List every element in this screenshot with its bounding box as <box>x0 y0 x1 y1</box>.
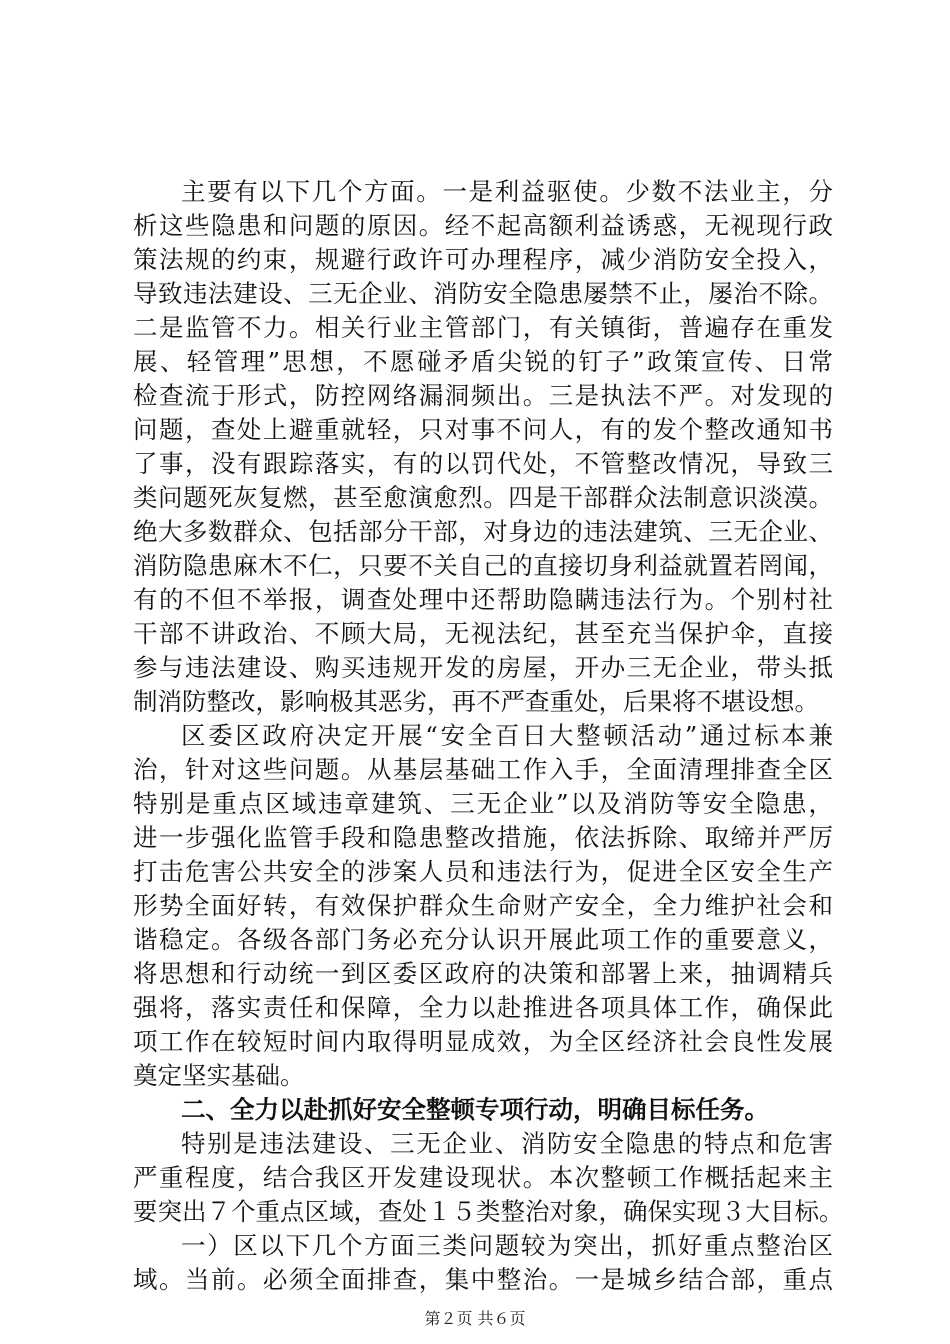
body-line: 特别是违法建设、三无企业、消防安全隐患的特点和危害 <box>181 1129 833 1158</box>
body-line: 二是监管不力。相关行业主管部门，有关镇街，普遍存在重发 <box>133 313 833 342</box>
body-line: 奠定坚实基础。 <box>133 1061 305 1090</box>
body-line: 要突出７个重点区域，查处１５类整治对象，确保实现３大目标。 <box>133 1197 844 1226</box>
body-line: 策法规的约束，规避行政许可办理程序，减少消防安全投入， <box>133 245 833 274</box>
body-line: 检查流于形式，防控网络漏洞频出。三是执法不严。对发现的 <box>133 381 833 410</box>
body-line: 问题，查处上避重就轻，只对事不问人，有的发个整改通知书 <box>133 415 833 444</box>
body-line: 形势全面好转，有效保护群众生命财产安全，全力维护社会和 <box>133 891 833 920</box>
page-number-footer: 第２页 共６页 <box>424 1309 526 1328</box>
body-line: 进一步强化监管手段和隐患整改措施，依法拆除、取缔并严厉 <box>133 823 833 852</box>
body-line: 区委区政府决定开展“安全百日大整顿活动”通过标本兼 <box>181 721 833 750</box>
body-line: 消防隐患麻木不仁，只要不关自己的直接切身利益就置若罔闻， <box>133 551 833 580</box>
body-line: 导致违法建设、三无企业、消防安全隐患屡禁不止，屡治不除。 <box>133 279 833 308</box>
body-line: 有的不但不举报，调查处理中还帮助隐瞒违法行为。个别村社 <box>133 585 833 614</box>
body-line: 析这些隐患和问题的原因。经不起高额利益诱惑，无视现行政 <box>133 211 833 240</box>
body-line: 类问题死灰复燃，甚至愈演愈烈。四是干部群众法制意识淡漠。 <box>133 483 833 512</box>
body-line: 治，针对这些问题。从基层基础工作入手，全面清理排查全区 <box>133 755 833 784</box>
body-line: 参与违法建设、购买违规开发的房屋，开办三无企业，带头抵 <box>133 653 833 682</box>
body-line: 主要有以下几个方面。一是利益驱使。少数不法业主，分 <box>181 177 833 206</box>
body-line: 强将，落实责任和保障，全力以赴推进各项具体工作，确保此 <box>133 993 833 1022</box>
section-heading: 二、全力以赴抓好安全整顿专项行动，明确目标任务。 <box>181 1095 769 1124</box>
body-line: 展、轻管理”思想，不愿碰矛盾尖锐的钉子”政策宣传、日常 <box>133 347 833 376</box>
body-line: 绝大多数群众、包括部分干部，对身边的违法建筑、三无企业、 <box>133 517 833 546</box>
body-line: 制消防整改，影响极其恶劣，再不严查重处，后果将不堪设想。 <box>133 687 819 716</box>
body-line: 将思想和行动统一到区委区政府的决策和部署上来，抽调精兵 <box>133 959 833 988</box>
body-line: 干部不讲政治、不顾大局，无视法纪，甚至充当保护伞，直接 <box>133 619 833 648</box>
body-line: 一）区以下几个方面三类问题较为突出，抓好重点整治区 <box>181 1231 833 1260</box>
body-line: 特别是重点区域违章建筑、三无企业”以及消防等安全隐患， <box>133 789 833 818</box>
body-line: 严重程度，结合我区开发建设现状。本次整顿工作概括起来主 <box>133 1163 833 1192</box>
body-line: 域。当前。必须全面排查，集中整治。一是城乡结合部，重点 <box>133 1265 833 1294</box>
body-line: 项工作在较短时间内取得明显成效，为全区经济社会良性发展 <box>133 1027 833 1056</box>
body-line: 了事，没有跟踪落实，有的以罚代处，不管整改情况，导致三 <box>133 449 833 478</box>
body-line: 谐稳定。各级各部门务必充分认识开展此项工作的重要意义， <box>133 925 833 954</box>
body-line: 打击危害公共安全的涉案人员和违法行为，促进全区安全生产 <box>133 857 833 886</box>
